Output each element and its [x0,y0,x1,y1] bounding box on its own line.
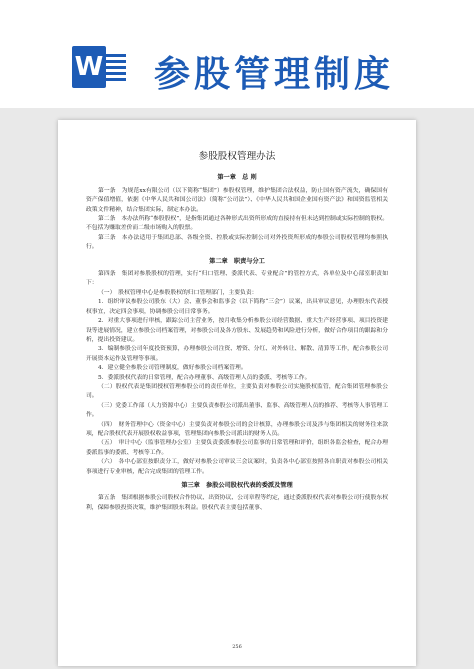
chapter-heading: 第二章 职责与分工 [209,257,265,265]
paragraph: 1．组织审议参股公司股东（大）会、董事会和监事会（以下简称“三会”）议案，出具审议意见，办理股东代表授权事宜，决定四会事项，协调参股公司日常事务。 [86,299,388,315]
paragraph: 2．对重大事项进行审核，跟踪公司主营业务，按月收集分析参股公司经营数据、重大生产经营事项、项目投资建设等进展情况，建立参股公司档案管理，对参股公司及各方股东、发展趋势和风险进行分析，做好合作项目的跟踪和分析，提出投资建议。 [86,318,388,343]
paragraph: 第三条 本办法适用于集团总部、各级全资、控股或实际控制公司对外投资所形成的参股公司股权管理均参照执行。 [86,234,388,251]
word-icon [72,42,130,92]
paragraph: （六） 各中心部室按职责分工，做好对参股公司审议三会议案时，负责各中心部室按照各自职责对参股公司相关事项进行专业审核，配合完成集团的管理工作。 [86,459,388,475]
paragraph: （五） 审计中心（监事管理办公室）主要负责委派参股公司监事的日常管理和评价，组织各监会检查，配合办理委派监事的委派、考核等工作。 [86,440,388,456]
paragraph: 第二条 本办法所称“参股股权”，是指集团通过各种形式出资所形成的直接持有但未达到控制或实际控制的股权。不包括为赚取差价而二级市场购入的股票。 [86,216,388,232]
word-logo-letter: W [72,46,106,88]
paragraph: 第一条 为规范xx有限公司（以下简称“集团”）参股权管理，维护集团合法权益，防止国有资产流失，确保国有资产保值增值，依据《中华人民共和国公司法》（简称“公司法”）、《中华人民共和国企业国有资产法》和国资监管相关政策文件精神，结合集团实际，制定本办法。 [86,187,388,213]
word-lines-icon [102,51,128,83]
paragraph: 第四条 集团对参股股权的管理，实行“归口管理、委派代表、专业配合”的管控方式，各单位及中心部室职责如下： [86,271,388,287]
banner-title: 参股管理制度 [154,54,395,95]
paragraph: （三）党委工作部（人力资源中心）主要负责参股公司派出董事、监事、高级管理人员的推荐、考核等人事管理工作。 [86,402,388,419]
banner [0,0,474,108]
chapter-heading: 第三章 参股公司股权代表的委派及管理 [181,482,293,489]
page-number: 256 [232,643,242,650]
paragraph: 4．建立健全参股公司管理制度，做好参股公司档案管理。 [98,365,247,372]
paragraph: （二）股权代表是集团授权管理参股公司的责任单位，主要负责对参股公司实施股权监管，配合集团管理参股公司。 [86,383,388,400]
paragraph: （一） 股权管理中心是参股股权的归口管理部门，主要负责： [98,289,258,296]
paragraph: 3．编制参股公司年度投资预算，办理参股公司注资、增资、分红、对外转让、解散、清算等工作，配合参股公司开展资本运作及管理等事项。 [86,346,388,362]
paragraph: （四） 财务管理中心（资金中心）主要负责对参股公司的会计核算，办理参股公司及涉与集团相关的财务往来款项，配合股权代表开展股权收益事项，管理集团向参股公司派出的财务人员。 [86,421,388,437]
paragraph: 第五条 集团根据参股公司股权合作协议、出资协议、公司章程等约定，通过委派股权代表对参股公司行使股东权利，保障参股投资决策，维护集团股东利益。股权代表主要包括董事、 [86,495,388,511]
chapter-heading: 第一章 总 则 [217,174,257,182]
document-page [58,120,416,666]
paragraph: 5．委派股权代表的日常管理，配合办理董事、高级管理人员的委派、考核等工作。 [98,374,311,381]
document-body [86,152,388,513]
document-title: 参股股权管理办法 [198,151,276,162]
